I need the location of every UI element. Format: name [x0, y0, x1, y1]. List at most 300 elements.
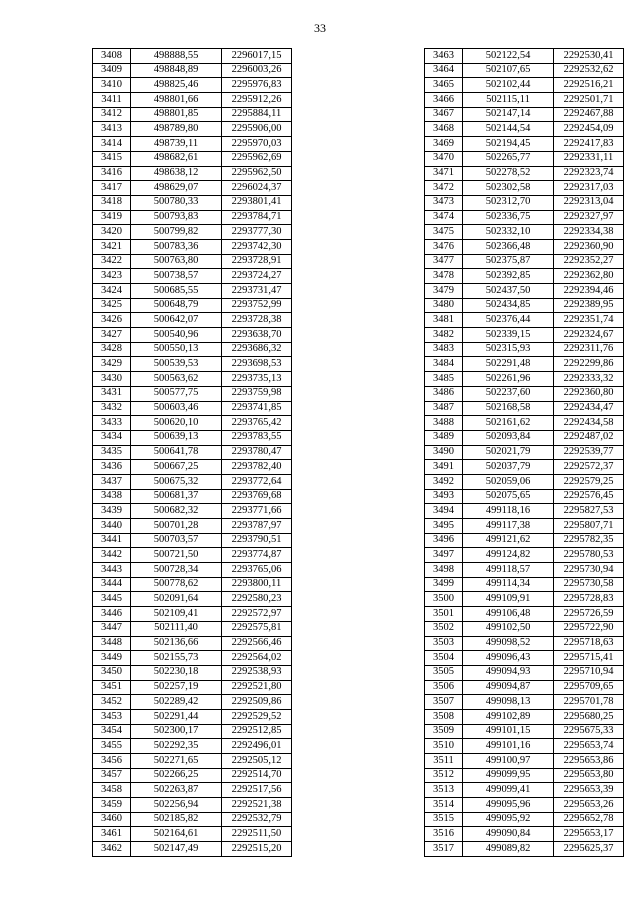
x-coordinate-cell: 500780,33 — [131, 195, 222, 210]
y-coordinate-cell: 2295726,59 — [554, 607, 624, 622]
table-row — [93, 93, 292, 108]
table-row — [93, 783, 292, 798]
x-coordinate-cell: 500550,13 — [131, 342, 222, 357]
x-coordinate-cell: 502366,48 — [463, 239, 554, 254]
point-id-cell: 3443 — [93, 563, 131, 578]
x-coordinate-cell: 502136,66 — [131, 636, 222, 651]
point-id-cell: 3451 — [93, 680, 131, 695]
y-coordinate-cell: 2292317,03 — [554, 181, 624, 196]
table-row — [93, 592, 292, 607]
point-id-cell: 3509 — [425, 724, 463, 739]
table-row — [93, 284, 292, 299]
point-id-cell: 3412 — [93, 107, 131, 122]
point-id-cell: 3459 — [93, 798, 131, 813]
point-id-cell: 3480 — [425, 298, 463, 313]
point-id-cell: 3426 — [93, 313, 131, 328]
table-row — [93, 107, 292, 122]
y-coordinate-cell: 2292538,93 — [222, 665, 292, 680]
point-id-cell: 3457 — [93, 768, 131, 783]
y-coordinate-cell: 2292311,76 — [554, 342, 624, 357]
table-row — [93, 372, 292, 387]
table-row — [93, 386, 292, 401]
point-id-cell: 3452 — [93, 695, 131, 710]
y-coordinate-cell: 2295710,94 — [554, 665, 624, 680]
y-coordinate-cell: 2292334,38 — [554, 225, 624, 240]
table-row — [93, 548, 292, 563]
x-coordinate-cell: 502271,65 — [131, 754, 222, 769]
point-id-cell: 3427 — [93, 328, 131, 343]
table-row — [93, 768, 292, 783]
point-id-cell: 3453 — [93, 709, 131, 724]
point-id-cell: 3442 — [93, 548, 131, 563]
y-coordinate-cell: 2292324,67 — [554, 328, 624, 343]
point-id-cell: 3495 — [425, 519, 463, 534]
y-coordinate-cell: 2292467,88 — [554, 107, 624, 122]
y-coordinate-cell: 2293801,41 — [222, 195, 292, 210]
x-coordinate-cell: 500540,96 — [131, 328, 222, 343]
table-row — [425, 592, 624, 607]
point-id-cell: 3410 — [93, 78, 131, 93]
point-id-cell: 3415 — [93, 151, 131, 166]
table-row — [93, 430, 292, 445]
table-row — [425, 328, 624, 343]
y-coordinate-cell: 2293698,53 — [222, 357, 292, 372]
point-id-cell: 3511 — [425, 754, 463, 769]
point-id-cell: 3417 — [93, 181, 131, 196]
x-coordinate-cell: 499100,97 — [463, 754, 554, 769]
y-coordinate-cell: 2293783,55 — [222, 430, 292, 445]
y-coordinate-cell: 2296024,37 — [222, 181, 292, 196]
point-id-cell: 3463 — [425, 49, 463, 64]
y-coordinate-cell: 2292532,62 — [554, 63, 624, 78]
point-id-cell: 3496 — [425, 533, 463, 548]
y-coordinate-cell: 2293790,51 — [222, 533, 292, 548]
table-row — [425, 386, 624, 401]
x-coordinate-cell: 499098,13 — [463, 695, 554, 710]
table-row — [425, 798, 624, 813]
x-coordinate-cell: 502336,75 — [463, 210, 554, 225]
table-row — [93, 181, 292, 196]
table-row — [93, 709, 292, 724]
table-row — [425, 254, 624, 269]
y-coordinate-cell: 2295653,74 — [554, 739, 624, 754]
y-coordinate-cell: 2292394,46 — [554, 284, 624, 299]
point-id-cell: 3454 — [93, 724, 131, 739]
y-coordinate-cell: 2293728,38 — [222, 313, 292, 328]
point-id-cell: 3483 — [425, 342, 463, 357]
point-id-cell: 3433 — [93, 416, 131, 431]
point-id-cell: 3477 — [425, 254, 463, 269]
table-row — [93, 416, 292, 431]
table-row — [425, 357, 624, 372]
point-id-cell: 3507 — [425, 695, 463, 710]
table-row — [425, 107, 624, 122]
y-coordinate-cell: 2293728,91 — [222, 254, 292, 269]
point-id-cell: 3501 — [425, 607, 463, 622]
table-row — [93, 122, 292, 137]
y-coordinate-cell: 2292313,04 — [554, 195, 624, 210]
x-coordinate-cell: 499106,48 — [463, 607, 554, 622]
y-coordinate-cell: 2292572,37 — [554, 460, 624, 475]
point-id-cell: 3481 — [425, 313, 463, 328]
x-coordinate-cell: 500639,13 — [131, 430, 222, 445]
x-coordinate-cell: 502375,87 — [463, 254, 554, 269]
point-id-cell: 3462 — [93, 842, 131, 857]
y-coordinate-cell: 2293735,13 — [222, 372, 292, 387]
y-coordinate-cell: 2295782,35 — [554, 533, 624, 548]
table-row — [425, 313, 624, 328]
x-coordinate-cell: 498789,80 — [131, 122, 222, 137]
point-id-cell: 3416 — [93, 166, 131, 181]
x-coordinate-cell: 500703,57 — [131, 533, 222, 548]
table-row — [93, 842, 292, 857]
table-row — [425, 504, 624, 519]
x-coordinate-cell: 498848,89 — [131, 63, 222, 78]
x-coordinate-cell: 502289,42 — [131, 695, 222, 710]
y-coordinate-cell: 2295652,78 — [554, 812, 624, 827]
y-coordinate-cell: 2293772,64 — [222, 474, 292, 489]
x-coordinate-cell: 502093,84 — [463, 430, 554, 445]
y-coordinate-cell: 2292532,79 — [222, 812, 292, 827]
x-coordinate-cell: 502266,25 — [131, 768, 222, 783]
point-id-cell: 3479 — [425, 284, 463, 299]
y-coordinate-cell: 2292511,50 — [222, 827, 292, 842]
table-row — [93, 445, 292, 460]
x-coordinate-cell: 500763,80 — [131, 254, 222, 269]
table-row — [425, 63, 624, 78]
x-coordinate-cell: 500620,10 — [131, 416, 222, 431]
table-row — [425, 783, 624, 798]
table-row — [93, 812, 292, 827]
x-coordinate-cell: 502115,11 — [463, 93, 554, 108]
y-coordinate-cell: 2292580,23 — [222, 592, 292, 607]
point-id-cell: 3467 — [425, 107, 463, 122]
y-coordinate-cell: 2293731,47 — [222, 284, 292, 299]
point-id-cell: 3411 — [93, 93, 131, 108]
x-coordinate-cell: 500667,25 — [131, 460, 222, 475]
point-id-cell: 3408 — [93, 49, 131, 64]
y-coordinate-cell: 2292389,95 — [554, 298, 624, 313]
x-coordinate-cell: 500721,50 — [131, 548, 222, 563]
point-id-cell: 3492 — [425, 474, 463, 489]
y-coordinate-cell: 2293765,42 — [222, 416, 292, 431]
point-id-cell: 3491 — [425, 460, 463, 475]
table-row — [425, 709, 624, 724]
coordinate-table-left — [92, 48, 292, 857]
point-id-cell: 3439 — [93, 504, 131, 519]
y-coordinate-cell: 2292521,38 — [222, 798, 292, 813]
table-row — [93, 607, 292, 622]
point-id-cell: 3468 — [425, 122, 463, 137]
y-coordinate-cell: 2292454,09 — [554, 122, 624, 137]
x-coordinate-cell: 502194,45 — [463, 137, 554, 152]
y-coordinate-cell: 2295709,65 — [554, 680, 624, 695]
y-coordinate-cell: 2293769,68 — [222, 489, 292, 504]
table-row — [93, 151, 292, 166]
table-row — [425, 607, 624, 622]
y-coordinate-cell: 2292434,47 — [554, 401, 624, 416]
y-coordinate-cell: 2292331,11 — [554, 151, 624, 166]
y-coordinate-cell: 2293638,70 — [222, 328, 292, 343]
table-row — [93, 269, 292, 284]
x-coordinate-cell: 499094,87 — [463, 680, 554, 695]
y-coordinate-cell: 2292333,32 — [554, 372, 624, 387]
x-coordinate-cell: 502300,17 — [131, 724, 222, 739]
point-id-cell: 3471 — [425, 166, 463, 181]
x-coordinate-cell: 502147,49 — [131, 842, 222, 857]
point-id-cell: 3409 — [93, 63, 131, 78]
table-row — [425, 548, 624, 563]
y-coordinate-cell: 2292529,52 — [222, 709, 292, 724]
y-coordinate-cell: 2292572,97 — [222, 607, 292, 622]
point-id-cell: 3455 — [93, 739, 131, 754]
y-coordinate-cell: 2293742,30 — [222, 239, 292, 254]
point-id-cell: 3502 — [425, 621, 463, 636]
table-row — [425, 695, 624, 710]
point-id-cell: 3514 — [425, 798, 463, 813]
point-id-cell: 3437 — [93, 474, 131, 489]
table-row — [425, 137, 624, 152]
table-row — [93, 563, 292, 578]
point-id-cell: 3476 — [425, 239, 463, 254]
x-coordinate-cell: 500539,53 — [131, 357, 222, 372]
table-row — [425, 519, 624, 534]
table-row — [425, 298, 624, 313]
x-coordinate-cell: 500799,82 — [131, 225, 222, 240]
table-row — [425, 827, 624, 842]
point-id-cell: 3424 — [93, 284, 131, 299]
point-id-cell: 3487 — [425, 401, 463, 416]
y-coordinate-cell: 2292327,97 — [554, 210, 624, 225]
table-row — [93, 474, 292, 489]
point-id-cell: 3504 — [425, 651, 463, 666]
x-coordinate-cell: 500603,46 — [131, 401, 222, 416]
x-coordinate-cell: 500642,07 — [131, 313, 222, 328]
y-coordinate-cell: 2293759,98 — [222, 386, 292, 401]
table-row — [93, 519, 292, 534]
y-coordinate-cell: 2292505,12 — [222, 754, 292, 769]
y-coordinate-cell: 2295653,39 — [554, 783, 624, 798]
x-coordinate-cell: 499118,16 — [463, 504, 554, 519]
x-coordinate-cell: 498888,55 — [131, 49, 222, 64]
table-row — [425, 621, 624, 636]
y-coordinate-cell: 2292434,58 — [554, 416, 624, 431]
x-coordinate-cell: 499098,52 — [463, 636, 554, 651]
point-id-cell: 3503 — [425, 636, 463, 651]
x-coordinate-cell: 502257,19 — [131, 680, 222, 695]
x-coordinate-cell: 502302,58 — [463, 181, 554, 196]
table-row — [425, 651, 624, 666]
table-row — [425, 166, 624, 181]
table-row — [425, 225, 624, 240]
table-row — [93, 665, 292, 680]
y-coordinate-cell: 2295625,37 — [554, 842, 624, 857]
point-id-cell: 3448 — [93, 636, 131, 651]
y-coordinate-cell: 2292576,45 — [554, 489, 624, 504]
x-coordinate-cell: 502185,82 — [131, 812, 222, 827]
y-coordinate-cell: 2292530,41 — [554, 49, 624, 64]
point-id-cell: 3436 — [93, 460, 131, 475]
y-coordinate-cell: 2295970,03 — [222, 137, 292, 152]
y-coordinate-cell: 2295715,41 — [554, 651, 624, 666]
y-coordinate-cell: 2292501,71 — [554, 93, 624, 108]
x-coordinate-cell: 502278,52 — [463, 166, 554, 181]
point-id-cell: 3466 — [425, 93, 463, 108]
x-coordinate-cell: 502168,58 — [463, 401, 554, 416]
x-coordinate-cell: 498638,12 — [131, 166, 222, 181]
x-coordinate-cell: 502091,64 — [131, 592, 222, 607]
y-coordinate-cell: 2295962,50 — [222, 166, 292, 181]
x-coordinate-cell: 502109,41 — [131, 607, 222, 622]
table-row — [425, 342, 624, 357]
point-id-cell: 3473 — [425, 195, 463, 210]
x-coordinate-cell: 498825,46 — [131, 78, 222, 93]
point-id-cell: 3450 — [93, 665, 131, 680]
y-coordinate-cell: 2293787,97 — [222, 519, 292, 534]
point-id-cell: 3429 — [93, 357, 131, 372]
point-id-cell: 3474 — [425, 210, 463, 225]
x-coordinate-cell: 502230,18 — [131, 665, 222, 680]
x-coordinate-cell: 500738,57 — [131, 269, 222, 284]
y-coordinate-cell: 2295653,17 — [554, 827, 624, 842]
table-row — [425, 181, 624, 196]
table-row — [425, 636, 624, 651]
x-coordinate-cell: 502161,62 — [463, 416, 554, 431]
y-coordinate-cell: 2293765,06 — [222, 563, 292, 578]
point-id-cell: 3506 — [425, 680, 463, 695]
y-coordinate-cell: 2293777,30 — [222, 225, 292, 240]
x-coordinate-cell: 500783,36 — [131, 239, 222, 254]
x-coordinate-cell: 499102,50 — [463, 621, 554, 636]
y-coordinate-cell: 2295653,80 — [554, 768, 624, 783]
point-id-cell: 3493 — [425, 489, 463, 504]
table-row — [93, 739, 292, 754]
table-row — [93, 313, 292, 328]
point-id-cell: 3431 — [93, 386, 131, 401]
point-id-cell: 3510 — [425, 739, 463, 754]
y-coordinate-cell: 2292575,81 — [222, 621, 292, 636]
point-id-cell: 3484 — [425, 357, 463, 372]
x-coordinate-cell: 498629,07 — [131, 181, 222, 196]
x-coordinate-cell: 500701,28 — [131, 519, 222, 534]
point-id-cell: 3465 — [425, 78, 463, 93]
table-row — [93, 695, 292, 710]
y-coordinate-cell: 2295976,83 — [222, 78, 292, 93]
x-coordinate-cell: 500648,79 — [131, 298, 222, 313]
point-id-cell: 3515 — [425, 812, 463, 827]
point-id-cell: 3423 — [93, 269, 131, 284]
point-id-cell: 3418 — [93, 195, 131, 210]
point-id-cell: 3498 — [425, 563, 463, 578]
point-id-cell: 3485 — [425, 372, 463, 387]
table-row — [425, 842, 624, 857]
x-coordinate-cell: 502312,70 — [463, 195, 554, 210]
point-id-cell: 3489 — [425, 430, 463, 445]
table-row — [93, 577, 292, 592]
x-coordinate-cell: 502263,87 — [131, 783, 222, 798]
y-coordinate-cell: 2292351,74 — [554, 313, 624, 328]
point-id-cell: 3500 — [425, 592, 463, 607]
point-id-cell: 3447 — [93, 621, 131, 636]
x-coordinate-cell: 502021,79 — [463, 445, 554, 460]
table-row — [425, 577, 624, 592]
x-coordinate-cell: 502292,35 — [131, 739, 222, 754]
y-coordinate-cell: 2295653,26 — [554, 798, 624, 813]
point-id-cell: 3460 — [93, 812, 131, 827]
x-coordinate-cell: 499096,43 — [463, 651, 554, 666]
point-id-cell: 3464 — [425, 63, 463, 78]
x-coordinate-cell: 500681,37 — [131, 489, 222, 504]
x-coordinate-cell: 502164,61 — [131, 827, 222, 842]
y-coordinate-cell: 2292299,86 — [554, 357, 624, 372]
coordinate-table-right — [424, 48, 624, 857]
table-row — [93, 195, 292, 210]
y-coordinate-cell: 2292566,46 — [222, 636, 292, 651]
x-coordinate-cell: 500577,75 — [131, 386, 222, 401]
point-id-cell: 3446 — [93, 607, 131, 622]
y-coordinate-cell: 2292539,77 — [554, 445, 624, 460]
table-row — [93, 798, 292, 813]
x-coordinate-cell: 502147,14 — [463, 107, 554, 122]
x-coordinate-cell: 502265,77 — [463, 151, 554, 166]
point-id-cell: 3469 — [425, 137, 463, 152]
x-coordinate-cell: 502291,48 — [463, 357, 554, 372]
point-id-cell: 3456 — [93, 754, 131, 769]
y-coordinate-cell: 2292512,85 — [222, 724, 292, 739]
point-id-cell: 3497 — [425, 548, 463, 563]
y-coordinate-cell: 2296003,26 — [222, 63, 292, 78]
y-coordinate-cell: 2293686,32 — [222, 342, 292, 357]
point-id-cell: 3425 — [93, 298, 131, 313]
point-id-cell: 3434 — [93, 430, 131, 445]
table-row — [425, 474, 624, 489]
table-row — [425, 724, 624, 739]
y-coordinate-cell: 2293724,27 — [222, 269, 292, 284]
table-row — [93, 254, 292, 269]
point-id-cell: 3432 — [93, 401, 131, 416]
x-coordinate-cell: 500685,55 — [131, 284, 222, 299]
table-row — [93, 621, 292, 636]
y-coordinate-cell: 2292515,20 — [222, 842, 292, 857]
x-coordinate-cell: 502437,50 — [463, 284, 554, 299]
point-id-cell: 3428 — [93, 342, 131, 357]
x-coordinate-cell: 502376,44 — [463, 313, 554, 328]
x-coordinate-cell: 499101,15 — [463, 724, 554, 739]
y-coordinate-cell: 2292514,70 — [222, 768, 292, 783]
x-coordinate-cell: 499121,62 — [463, 533, 554, 548]
table-row — [93, 137, 292, 152]
table-row — [425, 49, 624, 64]
table-row — [93, 651, 292, 666]
point-id-cell: 3420 — [93, 225, 131, 240]
table-row — [93, 63, 292, 78]
y-coordinate-cell: 2295701,78 — [554, 695, 624, 710]
point-id-cell: 3490 — [425, 445, 463, 460]
table-row — [93, 357, 292, 372]
y-coordinate-cell: 2295912,26 — [222, 93, 292, 108]
x-coordinate-cell: 499114,34 — [463, 577, 554, 592]
x-coordinate-cell: 502261,96 — [463, 372, 554, 387]
x-coordinate-cell: 499095,92 — [463, 812, 554, 827]
y-coordinate-cell: 2293774,87 — [222, 548, 292, 563]
y-coordinate-cell: 2292521,80 — [222, 680, 292, 695]
table-row — [93, 225, 292, 240]
point-id-cell: 3458 — [93, 783, 131, 798]
table-row — [425, 416, 624, 431]
point-id-cell: 3438 — [93, 489, 131, 504]
table-row — [425, 372, 624, 387]
table-row — [425, 195, 624, 210]
